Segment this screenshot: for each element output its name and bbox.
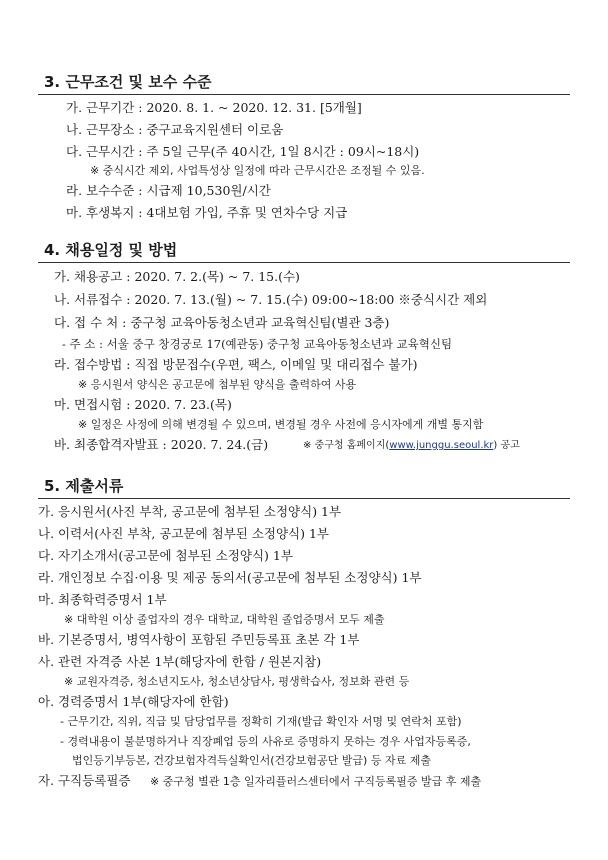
doc-license-copy: 사. 관련 자격증 사본 1부(해당자에 한함 / 원본지참) (38, 654, 322, 669)
section-5-title: 5. 제출서류 (44, 477, 124, 495)
doc-privacy-consent: 라. 개인정보 수집·이용 및 제공 동의서(공고문에 첨부된 소정양식) 1부 (38, 570, 422, 585)
submission-method-note: ※ 응시원서 양식은 공고문에 첨부된 양식을 출력하여 사용 (78, 378, 357, 391)
section-4-divider (38, 262, 570, 263)
work-hours-note: ※ 중식시간 제외, 사업특성상 일정에 따라 근무시간은 조정될 수 있음. (90, 164, 425, 177)
doc-education-note: ※ 대학원 이상 졸업자의 경우 대학교, 대학원 졸업증명서 모두 제출 (64, 613, 385, 626)
work-hours: 다. 근무시간 : 주 5일 근무(주 40시간, 1일 8시간 : 09시~18시) (66, 144, 420, 159)
doc-career-note-2a: - 경력내용이 불분명하거나 직장폐업 등의 사유로 증명하지 못하는 경우 사업자등록증, (60, 735, 471, 748)
doc-job-registration: 자. 구직등록필증 (38, 773, 131, 788)
work-place: 나. 근무장소 : 중구교육지원센터 이로움 (66, 122, 284, 137)
doc-application-form: 가. 응시원서(사진 부착, 공고문에 첨부된 소정양식) 1부 (38, 504, 342, 519)
final-announcement-note (303, 438, 520, 454)
interview-note: ※ 일정은 사정에 의해 변경될 수 있으며, 변경될 경우 사전에 응시자에게 개별 통지함 (78, 418, 484, 431)
submission-office: 다. 접 수 처 : 중구청 교육아동청소년과 교육혁신팀(별관 3층) (54, 315, 390, 330)
doc-resume: 나. 이력서(사진 부착, 공고문에 첨부된 소정양식) 1부 (38, 526, 329, 541)
section-3-title: 3. 근무조건 및 보수 수준 (44, 73, 212, 91)
doc-career-note-2b: 법인등기부등본, 건강보험자격득실확인서(건강보험공단 발급) 등 자료 제출 (72, 754, 431, 767)
announcement-note-prefix: ※ 중구청 홈페이지( (303, 440, 390, 451)
doc-self-introduction: 다. 자기소개서(공고문에 첨부된 소정양식) 1부 (38, 548, 293, 563)
interview-date: 마. 면접시험 : 2020. 7. 23.(목) (54, 397, 232, 412)
work-period: 가. 근무기간 : 2020. 8. 1. ~ 2020. 12. 31. [5개월] (66, 100, 362, 115)
doc-career-certificate: 아. 경력증명서 1부(해당자에 한함) (38, 694, 229, 709)
section-4-title: 4. 채용일정 및 방법 (44, 241, 178, 259)
doc-career-note-1: - 근무기간, 직위, 직급 및 담당업무를 정확히 기재(발급 확인자 서명 및 연락처 포함) (60, 715, 462, 728)
recruit-notice: 가. 채용공고 : 2020. 7. 2.(목) ~ 7. 15.(수) (54, 269, 300, 284)
doc-education-certificate: 마. 최종학력증명서 1부 (38, 592, 167, 607)
document-submission: 나. 서류접수 : 2020. 7. 13.(월) ~ 7. 15.(수) 09:00~18:00 ※중식시간 제외 (54, 292, 488, 307)
doc-basic-certificate: 바. 기본증명서, 병역사항이 포함된 주민등록표 초본 각 1부 (38, 632, 360, 647)
doc-job-registration-note: ※ 중구청 별관 1층 일자리플러스센터에서 구직등록필증 발급 후 제출 (150, 775, 482, 788)
welfare: 마. 후생복지 : 4대보험 가입, 주휴 및 연차수당 지급 (66, 205, 348, 220)
submission-address: - 주 소 : 서울 중구 창경궁로 17(예관동) 중구청 교육아동청소년과 교육혁신팀 (62, 337, 453, 351)
junggu-homepage-link[interactable]: www.junggu.seoul.kr (389, 440, 494, 451)
section-3-divider (38, 94, 570, 95)
pay-level: 라. 보수수준 : 시급제 10,530원/시간 (66, 183, 271, 198)
section-5-divider (38, 498, 570, 499)
doc-license-note: ※ 교원자격증, 청소년지도사, 청소년상담사, 평생학습사, 정보화 관련 등 (64, 675, 410, 688)
submission-method: 라. 접수방법 : 직접 방문접수(우편, 팩스, 이메일 및 대리접수 불가) (54, 357, 418, 372)
final-announcement: 바. 최종합격자발표 : 2020. 7. 24.(금) (54, 437, 269, 452)
announcement-note-suffix: ) 공고 (493, 440, 520, 451)
